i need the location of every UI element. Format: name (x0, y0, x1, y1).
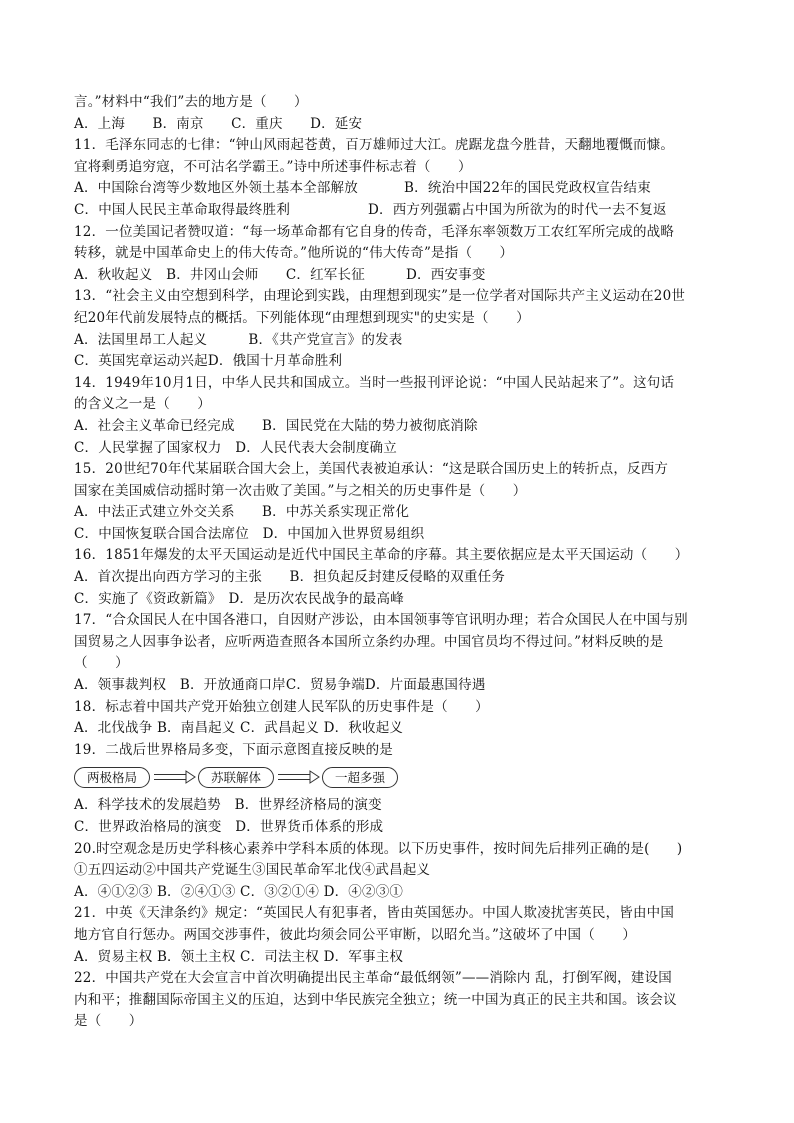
question-14: 14．1949年10月1日，中华人民共和国成立。当时一些报刊评论说：“中国人民站起来了”。这句话 (74, 374, 675, 391)
diagram-node-bipolar: 两极格局 (74, 767, 150, 788)
question-16: 16．1851年爆发的太平天国运动是近代中国民主革命的序幕。其主要依据应是太平天国运动（ ） (74, 547, 689, 564)
world-pattern-diagram (74, 762, 734, 792)
option-c: C．中国人民民主革命取得最终胜利 (74, 201, 291, 218)
text-line: 言。”材料中“我们”去的地方是（ ） (74, 94, 308, 110)
text-line: 内和平；推翻国际帝国主义的压迫，达到中华民族完全独立；统一中国为真正的民主共和国。该会议 (74, 991, 677, 1008)
answer-options: A．科学技术的发展趋势 B．世界经济格局的演变 (74, 797, 382, 814)
text-line: 纪20年代前发展特点的概括。下列能体现“由理想到现实"的史实是（ ） (74, 309, 530, 326)
question-21: 21．中英《天津条约》规定：“英国民人有犯事者，皆由英国惩办。中国人欺凌扰害英民，皆由中国 (74, 905, 675, 922)
answer-options: A．中法正式建立外交关系 B．中苏关系实现正常化 (74, 504, 410, 521)
text-line: 国贸易之人因事争讼者，应听两造查照各本国所立条约办理。中国官员均不得过问。”材料反映的是 (74, 633, 664, 650)
text-line: 是（ ） (74, 1013, 143, 1030)
diagram-node-ussr-collapse: 苏联解体 (198, 767, 274, 788)
text-line: （ ） (74, 655, 129, 672)
question-22: 22．中国共产党在大会宣言中首次明确提出民主革命“最低纲领”——消除内 乱，打倒军阀，建设国 (74, 970, 672, 987)
question-19: 19．二战后世界格局多变，下面示意图直接反映的是 (74, 741, 393, 758)
text-line: 国家在美国威信动摇时第一次击败了美国。”与之相关的历史事件是（ ） (74, 482, 527, 499)
answer-options: A．④①②③ B．②④①③ C．③②①④ D．④②③① (74, 883, 404, 900)
answer-options: A．领事裁判权 B．开放通商口岸C．贸易争端D．片面最惠国待遇 (74, 677, 486, 694)
answer-options: C．中国恢复联合国合法席位 D．中国加入世界贸易组织 (74, 525, 425, 542)
answer-options: A．北伐战争 B．南昌起义 C．武昌起义 D．秋收起义 (74, 720, 404, 737)
arrow-right-icon (276, 770, 320, 784)
question-18: 18．标志着中国共产党开始独立创建人民军队的历史事件是（ ） (74, 698, 489, 715)
answer-options: C．世界政治格局的演变 D．世界货币体系的形成 (74, 819, 384, 835)
question-17: 17．“合众国民人在中国各港口，自因财产涉讼，由本国领事等官讯明办理；若合众国民人在中国与别 (74, 612, 688, 629)
answer-options: A．秋收起义 B．井冈山会师 C．红军长征 D．西安事变 (74, 266, 486, 283)
answer-options: A．首次提出向西方学习的主张 B．担负起反封建反侵略的双重任务 (74, 569, 506, 586)
question-15: 15．20世纪70年代某届联合国大会上，美国代表被迫承认：“这是联合国历史上的转折点，反西方 (74, 461, 669, 478)
question-12: 12．一位美国记者赞叹道：“每一场革命都有它自身的传奇，毛泽东率领数万工农红军所完成的战略 (74, 223, 675, 240)
answer-options: A．社会主义革命已经完成 B．国民党在大陆的势力被彻底消除 (74, 417, 478, 434)
diagram-node-one-superpower: 一超多强 (322, 767, 398, 788)
option-b: B．统治中国22年的国民党政权宣告结束 (404, 180, 651, 197)
answer-options: A．法国里昂工人起义 B．《共产党宣言》的发表 (74, 331, 403, 348)
answer-options: A．贸易主权 B．领土主权 C．司法主权 D．军事主权 (74, 948, 404, 965)
text-line: ①五四运动②中国共产党诞生③国民革命军北伐④武昌起义 (74, 862, 431, 879)
answer-options: C．英国宪章运动兴起D．俄国十月革命胜利 (74, 353, 343, 370)
option-a: A．中国除台湾等少数地区外领土基本全部解放 (74, 180, 358, 197)
answer-options: C．实施了《资政新篇》 D．是历次农民战争的最高峰 (74, 590, 404, 607)
question-11: 11．毛泽东同志的七律：“钟山风雨起苍黄，百万雄师过大江。虎踞龙盘今胜昔，天翻地覆慨而慷。 (74, 137, 675, 154)
answer-options (74, 178, 734, 200)
arrow-right-icon (152, 770, 196, 784)
text-line: 的含义之一是（ ） (74, 396, 211, 413)
text-line: 宜将剩勇追穷寇，不可沽名学霸王。”诗中所述事件标志着（ ） (74, 158, 472, 175)
exam-page (74, 92, 734, 1033)
answer-options (74, 200, 734, 222)
answer-options: C．人民掌握了国家权力 D．人民代表大会制度确立 (74, 439, 397, 456)
text-line: 转移，就是中国革命史上的伟大传奇。”他所说的“伟大传奇”是指（ ） (74, 245, 514, 262)
option-d: D．西方列强霸占中国为所欲为的时代一去不复返 (368, 201, 667, 218)
text-line: 地方官自行惩办。两国交涉事件，彼此均须会同公平审断，以昭允当。”这破坏了中国（ ） (74, 926, 637, 943)
answer-options: A．上海 B．南京 C．重庆 D．延安 (74, 115, 363, 132)
question-13: 13．“社会主义由空想到科学，由理论到实践，由理想到现实”是一位学者对国际共产主义运动在20世 (74, 288, 686, 305)
question-20: 20.时空观念是历史学科核心素养中学科本质的体现。以下历史事件，按时间先后排列正确的是( ) (74, 840, 683, 857)
